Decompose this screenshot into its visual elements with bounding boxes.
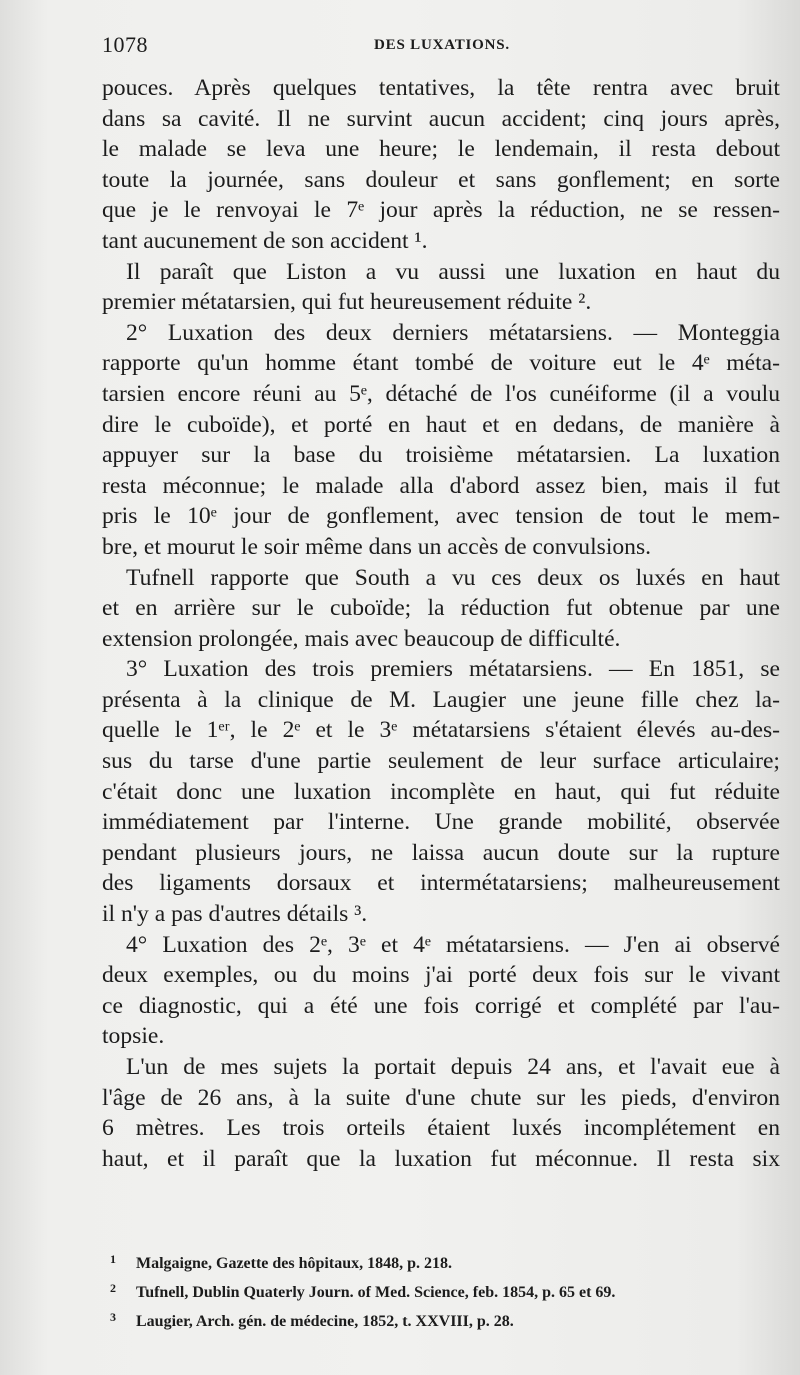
footnote xyxy=(102,1305,780,1334)
text-line: que je le renvoyai le 7ᵉ jour après la réduction, ne se ressen- xyxy=(102,197,780,224)
page-header xyxy=(102,32,782,62)
text-line: présenta à la clinique de M. Laugier une jeune fille chez la- xyxy=(102,686,780,713)
text-line: Tufnell rapporte que South a vu ces deux os luxés en haut xyxy=(126,564,780,591)
text-line: immédiatement par l'interne. Une grande mobilité, observée xyxy=(102,809,780,836)
body-text xyxy=(102,73,780,1174)
footnote-text: Tufnell, Dublin Quaterly Journ. of Med. Science, feb. 1854, p. 65 et 69. xyxy=(136,1284,616,1301)
text-line: rapporte qu'un homme étant tombé de voiture eut le 4ᵉ méta- xyxy=(102,350,780,377)
text-line: et en arrière sur le cuboïde; la réduction fut obtenue par une xyxy=(102,595,780,622)
footnote xyxy=(102,1276,780,1305)
footnote-text: Laugier, Arch. gén. de médecine, 1852, t. XXVIII, p. 28. xyxy=(136,1313,514,1330)
footnote-number: 3 xyxy=(110,1310,116,1324)
text-line: haut, et il paraît que la luxation fut méconnue. Il resta six xyxy=(102,1145,780,1172)
footnote-text: Malgaigne, Gazette des hôpitaux, 1848, p. 218. xyxy=(136,1255,452,1272)
text-line: bre, et mourut le soir même dans un accès de convulsions. xyxy=(102,533,652,560)
text-line: resta méconnue; le malade alla d'abord assez bien, mais il fut xyxy=(102,472,780,499)
text-line: 3° Luxation des trois premiers métatarsiens. — En 1851, se xyxy=(126,656,780,683)
footnote-number: 2 xyxy=(110,1281,116,1295)
text-line: L'un de mes sujets la portait depuis 24 ans, et l'avait eue à xyxy=(126,1054,780,1080)
text-line: pris le 10ᵉ jour de gonflement, avec tension de tout le mem- xyxy=(102,503,780,530)
text-line: appuyer sur la base du troisième métatarsien. La luxation xyxy=(102,442,780,469)
text-line: tant aucunement de son accident ¹. xyxy=(102,227,428,254)
footnote-number: 1 xyxy=(110,1252,116,1266)
text-line: dire le cuboïde), et porté en haut et en dedans, de manière à xyxy=(102,411,780,438)
text-line: l'âge de 26 ans, à la suite d'une chute sur les pieds, d'environ xyxy=(102,1084,780,1111)
text-line: 4° Luxation des 2ᵉ, 3ᵉ et 4ᵉ métatarsiens. — J'en ai observé xyxy=(126,931,780,958)
footnotes xyxy=(102,1247,780,1334)
text-line: pouces. Après quelques tentatives, la tête rentra avec bruit xyxy=(102,75,780,101)
text-line: il n'y a pas d'autres détails ³. xyxy=(102,901,368,928)
text-line: tarsien encore réuni au 5ᵉ, détaché de l'os cunéiforme (il a voulu xyxy=(102,380,780,407)
footnote xyxy=(102,1247,780,1276)
text-line: extension prolongée, mais avec beaucoup de difficulté. xyxy=(102,625,621,652)
text-line: le malade se leva une heure; le lendemain, il resta debout xyxy=(102,136,780,163)
text-line: dans sa cavité. Il ne survint aucun accident; cinq jours après, xyxy=(102,105,780,132)
text-line: sus du tarse d'une partie seulement de leur surface articulaire; xyxy=(102,748,780,775)
text-line: premier métatarsien, qui fut heureusement réduite ². xyxy=(102,289,592,316)
text-line: c'était donc une luxation incomplète en haut, qui fut réduite xyxy=(102,778,780,805)
text-line: 6 mètres. Les trois orteils étaient luxés incomplétement en xyxy=(102,1115,780,1142)
text-line: quelle le 1ᵉʳ, le 2ᵉ et le 3ᵉ métatarsiens s'étaient élevés au-des- xyxy=(102,717,780,744)
text-line: toute la journée, sans douleur et sans gonflement; en sorte xyxy=(102,166,780,193)
text-line: pendant plusieurs jours, ne laissa aucun doute sur la rupture xyxy=(102,839,780,866)
text-line: topsie. xyxy=(102,1023,165,1050)
text-line: deux exemples, ou du moins j'ai porté deux fois sur le vivant xyxy=(102,962,780,989)
text-line: Il paraît que Liston a vu aussi une luxation en haut du xyxy=(126,258,780,285)
text-line: des ligaments dorsaux et intermétatarsiens; malheureusement xyxy=(102,870,780,897)
text-line: 2° Luxation des deux derniers métatarsiens. — Monteggia xyxy=(126,319,780,346)
text-line: ce diagnostic, qui a été une fois corrigé et complété par l'au- xyxy=(102,992,780,1019)
running-title: DES LUXATIONS. xyxy=(374,37,510,53)
page-number: 1078 xyxy=(102,32,148,57)
